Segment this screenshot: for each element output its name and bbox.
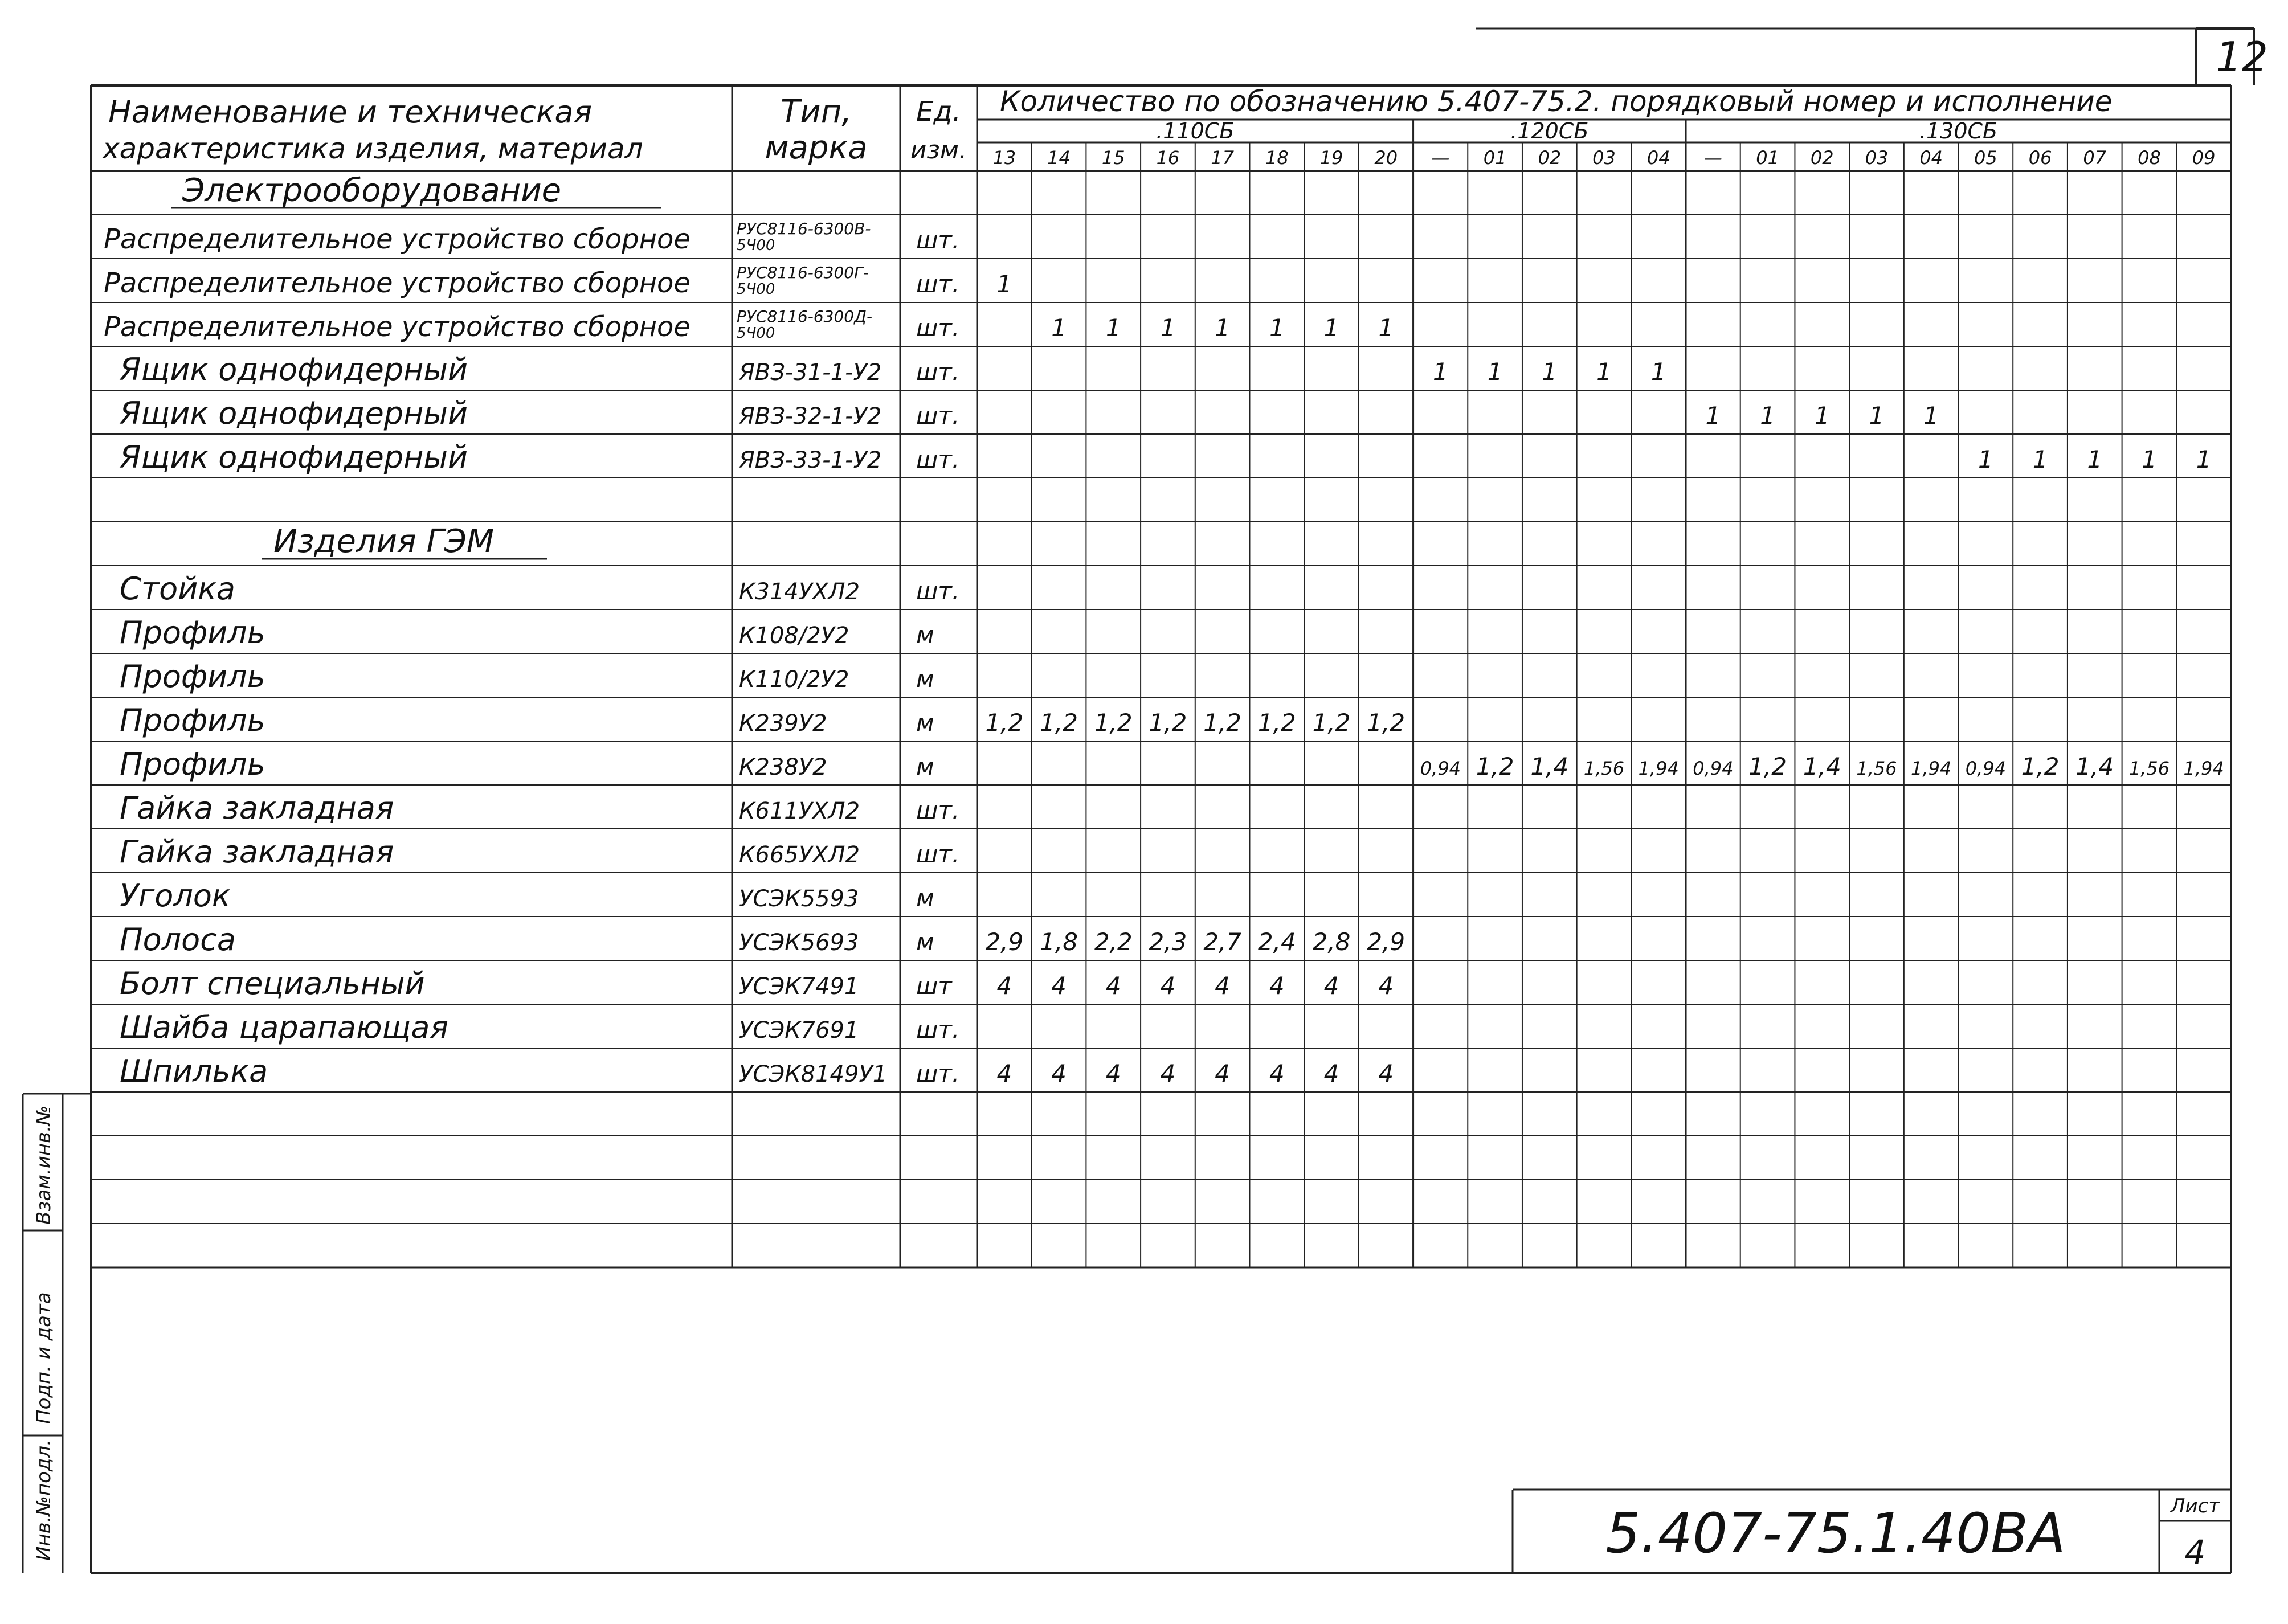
- column-number: 01: [1483, 147, 1507, 169]
- quantity-value: 4: [1215, 972, 1230, 1000]
- quantity-value: 2,8: [1312, 928, 1351, 956]
- header-type-line1: Тип,: [780, 93, 852, 130]
- item-name: Полоса: [120, 922, 236, 958]
- quantity-value: 4: [1323, 972, 1339, 1000]
- item-type: РУС8116-6300Д-: [737, 307, 873, 326]
- item-type: УСЭК7691: [739, 1017, 859, 1044]
- column-number: 01: [1756, 147, 1779, 169]
- quantity-value: 1: [1705, 402, 1721, 429]
- quantity-value: 1: [1814, 402, 1830, 429]
- stamp-replace-inv: Взам.инв.№: [32, 1105, 55, 1225]
- header-unit-line2: изм.: [910, 136, 967, 165]
- item-unit: шт.: [916, 314, 960, 342]
- quantity-value: 4: [1323, 1060, 1339, 1087]
- item-unit: шт.: [916, 226, 960, 254]
- item-unit: шт: [916, 972, 952, 1000]
- item-type: 5Ч00: [737, 325, 775, 342]
- column-number: —: [1431, 147, 1450, 169]
- quantity-value: 1,4: [1803, 752, 1841, 780]
- quantity-value: 2,9: [985, 928, 1024, 956]
- section-title: Электрооборудование: [182, 172, 562, 209]
- column-number: —: [1703, 147, 1722, 169]
- quantity-value: 1,2: [1203, 709, 1242, 737]
- item-name: Стойка: [120, 571, 236, 607]
- item-type: УСЭК5693: [739, 930, 859, 956]
- item-type: К611УХЛ2: [739, 798, 860, 824]
- quantity-value: 1: [2196, 445, 2212, 473]
- item-type: УСЭК5593: [739, 886, 859, 912]
- quantity-value: 1,2: [1748, 752, 1787, 780]
- item-type: ЯВЗ-32-1-У2: [739, 403, 882, 429]
- quantity-value: 1: [2032, 445, 2048, 473]
- document-designation: 5.407-75.1.40ВА: [1605, 1502, 2066, 1565]
- item-name: Шайба царапающая: [120, 1009, 448, 1045]
- quantity-value: 1,2: [2021, 752, 2060, 780]
- column-number: 17: [1211, 147, 1234, 169]
- item-name: Гайка закладная: [120, 790, 394, 826]
- item-name: Профиль: [120, 658, 265, 694]
- column-number: 04: [1646, 147, 1670, 169]
- header-type-line2: марка: [765, 129, 868, 166]
- quantity-value: 1: [1487, 358, 1503, 386]
- column-number: 18: [1265, 147, 1289, 169]
- quantity-value: 1: [1760, 402, 1775, 429]
- sheet-number: 12: [2216, 33, 2268, 81]
- quantity-value: 1: [1160, 314, 1176, 342]
- quantity-value: 1: [1105, 314, 1121, 342]
- item-unit: м: [916, 665, 934, 693]
- item-name: Болт специальный: [120, 966, 425, 1001]
- item-type: РУС8116-6300Г-: [737, 263, 869, 282]
- item-unit: шт.: [916, 1016, 960, 1044]
- quantity-value: 2,3: [1149, 928, 1187, 956]
- quantity-value: 1: [1542, 358, 1558, 386]
- quantity-value: 0,94: [1965, 758, 2006, 779]
- item-unit: м: [916, 752, 934, 780]
- item-unit: шт.: [916, 1060, 960, 1087]
- item-name: Профиль: [120, 702, 265, 738]
- quantity-value: 4: [1269, 1060, 1285, 1087]
- quantity-value: 4: [1215, 1060, 1230, 1087]
- column-number: 14: [1047, 147, 1071, 169]
- quantity-value: 1: [1433, 358, 1448, 386]
- item-type: К238У2: [739, 754, 827, 780]
- item-type: К108/2У2: [739, 623, 849, 649]
- item-type: РУС8116-6300В-: [737, 219, 871, 238]
- column-number: 20: [1374, 147, 1398, 169]
- column-number: 02: [1810, 147, 1834, 169]
- item-type: ЯВЗ-31-1-У2: [739, 359, 882, 386]
- quantity-value: 4: [1105, 1060, 1121, 1087]
- quantity-value: 4: [1378, 972, 1394, 1000]
- header-name-line2: характеристика изделия, материал: [103, 132, 643, 165]
- quantity-value: 1,4: [2075, 752, 2114, 780]
- column-number: 08: [2138, 147, 2161, 169]
- quantity-value: 0,94: [1693, 758, 1734, 779]
- item-name: Гайка закладная: [120, 834, 394, 870]
- column-number: 06: [2028, 147, 2052, 169]
- quantity-value: 1: [1215, 314, 1230, 342]
- quantity-value: 4: [1160, 972, 1176, 1000]
- quantity-value: 1: [1378, 314, 1394, 342]
- quantity-value: 4: [1160, 1060, 1176, 1087]
- section-title: Изделия ГЭМ: [273, 523, 495, 560]
- group-label: .130СБ: [1919, 118, 1998, 144]
- item-name: Профиль: [120, 615, 265, 651]
- stamp-inv-number: Инв.№подл.: [32, 1439, 55, 1561]
- column-number: 16: [1156, 147, 1180, 169]
- quantity-value: 1: [1923, 402, 1939, 429]
- quantity-value: 1,56: [1856, 758, 1897, 779]
- quantity-value: 2,9: [1367, 928, 1406, 956]
- header-unit-line1: Ед.: [916, 96, 961, 128]
- quantity-value: 1: [2142, 445, 2157, 473]
- quantity-value: 4: [1269, 972, 1285, 1000]
- quantity-value: 1,8: [1040, 928, 1078, 956]
- column-number: 04: [1919, 147, 1943, 169]
- item-unit: шт.: [916, 796, 960, 824]
- item-name: Шпилька: [120, 1053, 268, 1089]
- quantity-value: 1,2: [1257, 709, 1296, 737]
- item-name: Распределительное устройство сборное: [104, 267, 691, 299]
- item-type: К665УХЛ2: [739, 842, 860, 868]
- column-number: 03: [1865, 147, 1889, 169]
- item-unit: м: [916, 928, 934, 956]
- item-unit: шт.: [916, 577, 960, 605]
- quantity-value: 4: [1051, 1060, 1067, 1087]
- column-number: 02: [1538, 147, 1562, 169]
- item-name: Распределительное устройство сборное: [104, 311, 691, 343]
- quantity-value: 2,4: [1257, 928, 1296, 956]
- column-number: 15: [1101, 147, 1125, 169]
- quantity-value: 4: [1051, 972, 1067, 1000]
- item-unit: шт.: [916, 840, 960, 868]
- item-type: ЯВЗ-33-1-У2: [739, 447, 882, 473]
- column-number: 09: [2192, 147, 2216, 169]
- sheet-value: 4: [2184, 1533, 2206, 1572]
- table-text: [32, 33, 2268, 1572]
- quantity-value: 1,94: [2183, 758, 2224, 779]
- header-name-line1: Наименование и техническая: [108, 94, 593, 130]
- column-number: 05: [1974, 147, 1997, 169]
- item-unit: м: [916, 884, 934, 912]
- quantity-value: 1: [996, 270, 1012, 298]
- quantity-value: 2,7: [1203, 928, 1242, 956]
- quantity-value: 1,4: [1530, 752, 1569, 780]
- quantity-value: 1,94: [1638, 758, 1679, 779]
- quantity-value: 1: [2087, 445, 2103, 473]
- item-type: К239У2: [739, 710, 827, 737]
- item-unit: шт.: [916, 358, 960, 386]
- quantity-value: 1: [1323, 314, 1339, 342]
- quantity-value: 1,56: [1583, 758, 1625, 779]
- quantity-value: 1,2: [1476, 752, 1514, 780]
- group-label: .120СБ: [1510, 118, 1589, 144]
- quantity-value: 1,56: [2128, 758, 2170, 779]
- item-unit: шт.: [916, 270, 960, 298]
- quantity-value: 1: [1650, 358, 1666, 386]
- item-name: Ящик однофидерный: [120, 351, 468, 387]
- item-type: УСЭК7491: [739, 973, 859, 1000]
- quantity-value: 1,2: [1149, 709, 1187, 737]
- quantity-value: 2,2: [1094, 928, 1133, 956]
- quantity-value: 0,94: [1420, 758, 1461, 779]
- item-unit: м: [916, 621, 934, 649]
- quantity-value: 1: [1596, 358, 1612, 386]
- stamp-signature-date: Подп. и дата: [32, 1292, 55, 1424]
- quantity-value: 4: [1105, 972, 1121, 1000]
- item-type: 5Ч00: [737, 281, 775, 298]
- quantity-value: 1: [1269, 314, 1285, 342]
- item-type: 5Ч00: [737, 237, 775, 254]
- item-type: К314УХЛ2: [739, 579, 860, 605]
- column-number: 03: [1592, 147, 1616, 169]
- quantity-value: 1,2: [1040, 709, 1078, 737]
- quantity-value: 4: [1378, 1060, 1394, 1087]
- item-name: Распределительное устройство сборное: [104, 223, 691, 255]
- item-unit: шт.: [916, 445, 960, 473]
- quantity-value: 1,2: [1094, 709, 1133, 737]
- quantity-value: 1: [1978, 445, 1993, 473]
- item-type: К110/2У2: [739, 666, 849, 693]
- quantity-value: 1: [1051, 314, 1067, 342]
- quantity-value: 1: [1869, 402, 1885, 429]
- item-name: Профиль: [120, 746, 265, 782]
- item-name: Ящик однофидерный: [120, 439, 468, 475]
- column-number: 07: [2083, 147, 2107, 169]
- quantity-value: 1,2: [985, 709, 1024, 737]
- item-unit: м: [916, 709, 934, 737]
- item-unit: шт.: [916, 402, 960, 429]
- quantity-value: 1,2: [1367, 709, 1406, 737]
- item-type: УСЭК8149У1: [739, 1061, 888, 1087]
- item-name: Ящик однофидерный: [120, 395, 468, 431]
- quantity-value: 1,94: [1911, 758, 1952, 779]
- item-name: Уголок: [120, 878, 231, 914]
- group-label: .110СБ: [1156, 118, 1235, 144]
- column-number: 19: [1319, 147, 1343, 169]
- quantity-value: 4: [996, 1060, 1012, 1087]
- header-quantity-title: Количество по обозначению 5.407-75.2. порядковый номер и исполнение: [1000, 85, 2113, 118]
- quantity-value: 1,2: [1312, 709, 1351, 737]
- column-number: 13: [992, 147, 1016, 169]
- sheet-label: Лист: [2170, 1495, 2220, 1517]
- quantity-value: 4: [996, 972, 1012, 1000]
